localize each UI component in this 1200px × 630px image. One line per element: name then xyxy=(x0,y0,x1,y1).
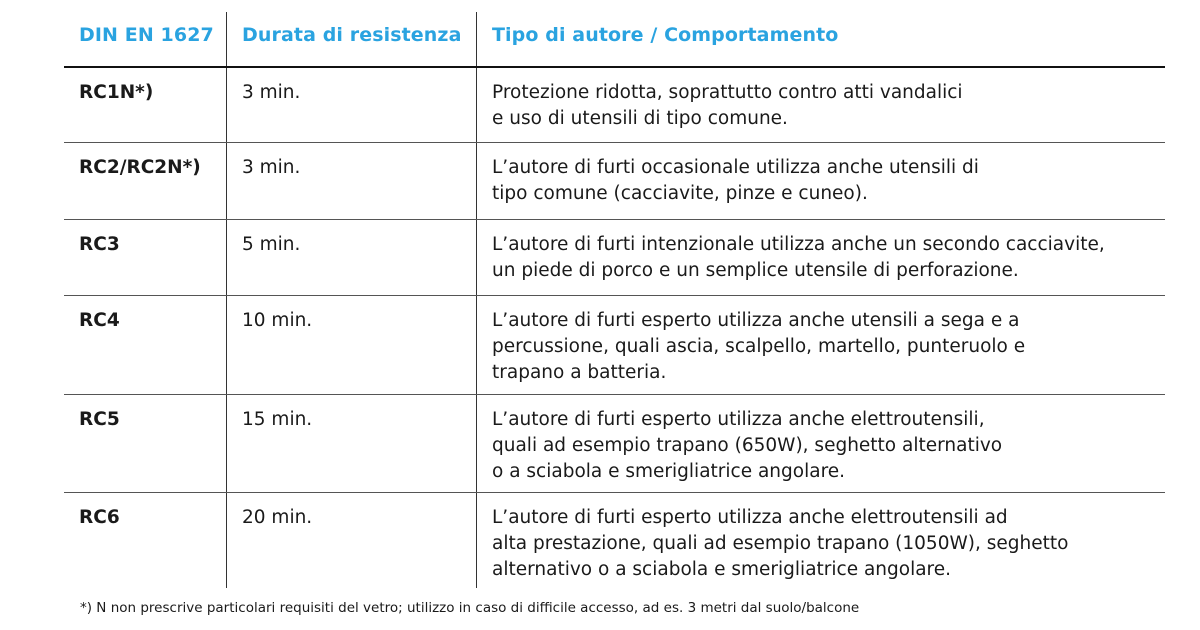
table-row xyxy=(64,492,1165,591)
header-tipo-di-autore: Tipo di autore / Comportamento xyxy=(492,24,839,46)
duration-cell: 3 min. xyxy=(242,157,301,178)
table-row xyxy=(64,394,1165,492)
duration-cell: 5 min. xyxy=(242,234,301,255)
table-row xyxy=(64,295,1165,394)
duration-cell: 15 min. xyxy=(242,409,313,430)
description-cell: L’autore di furti occasionale utilizza anche utensili di tipo comune (cacciavite, pinze e cuneo). xyxy=(492,157,979,204)
class-cell: RC2/RC2N*) xyxy=(79,157,201,178)
table-row xyxy=(64,142,1165,219)
class-cell: RC4 xyxy=(79,310,120,331)
description-cell: L’autore di furti esperto utilizza anche elettroutensili ad alta prestazione, quali ad esempio trapano (1050W), seghetto alternativo o a sciabola e smerigliatrice angolare. xyxy=(492,507,1069,580)
footnote: *) N non prescrive particolari requisiti del vetro; utilizzo in caso di difficile accesso, ad es. 3 metri dal suolo/balcone xyxy=(80,600,860,616)
duration-cell: 10 min. xyxy=(242,310,313,331)
header-durata-di-resistenza: Durata di resistenza xyxy=(242,24,462,46)
description-cell: L’autore di furti esperto utilizza anche elettroutensili, quali ad esempio trapano (650W), seghetto alternativo o a sciabola e smerigliatrice angolare. xyxy=(492,409,1003,482)
resistance-class-table xyxy=(64,12,1165,591)
class-cell: RC3 xyxy=(79,234,120,255)
table-row xyxy=(64,66,1165,142)
description-cell: L’autore di furti intenzionale utilizza anche un secondo cacciavite, un piede di porco e un semplice utensile di perforazione. xyxy=(492,234,1105,281)
header-din-en-1627: DIN EN 1627 xyxy=(79,24,214,46)
class-cell: RC5 xyxy=(79,409,120,430)
description-cell: Protezione ridotta, soprattutto contro atti vandalici e uso di utensili di tipo comune. xyxy=(492,82,963,129)
duration-cell: 20 min. xyxy=(242,507,313,528)
class-cell: RC1N*) xyxy=(79,82,154,103)
class-cell: RC6 xyxy=(79,507,120,528)
description-cell: L’autore di furti esperto utilizza anche utensili a sega e a percussione, quali ascia, scalpello, martello, punteruolo e trapano a batteria. xyxy=(492,310,1026,383)
duration-cell: 3 min. xyxy=(242,82,301,103)
table-row xyxy=(64,219,1165,295)
table-header xyxy=(64,12,1165,66)
